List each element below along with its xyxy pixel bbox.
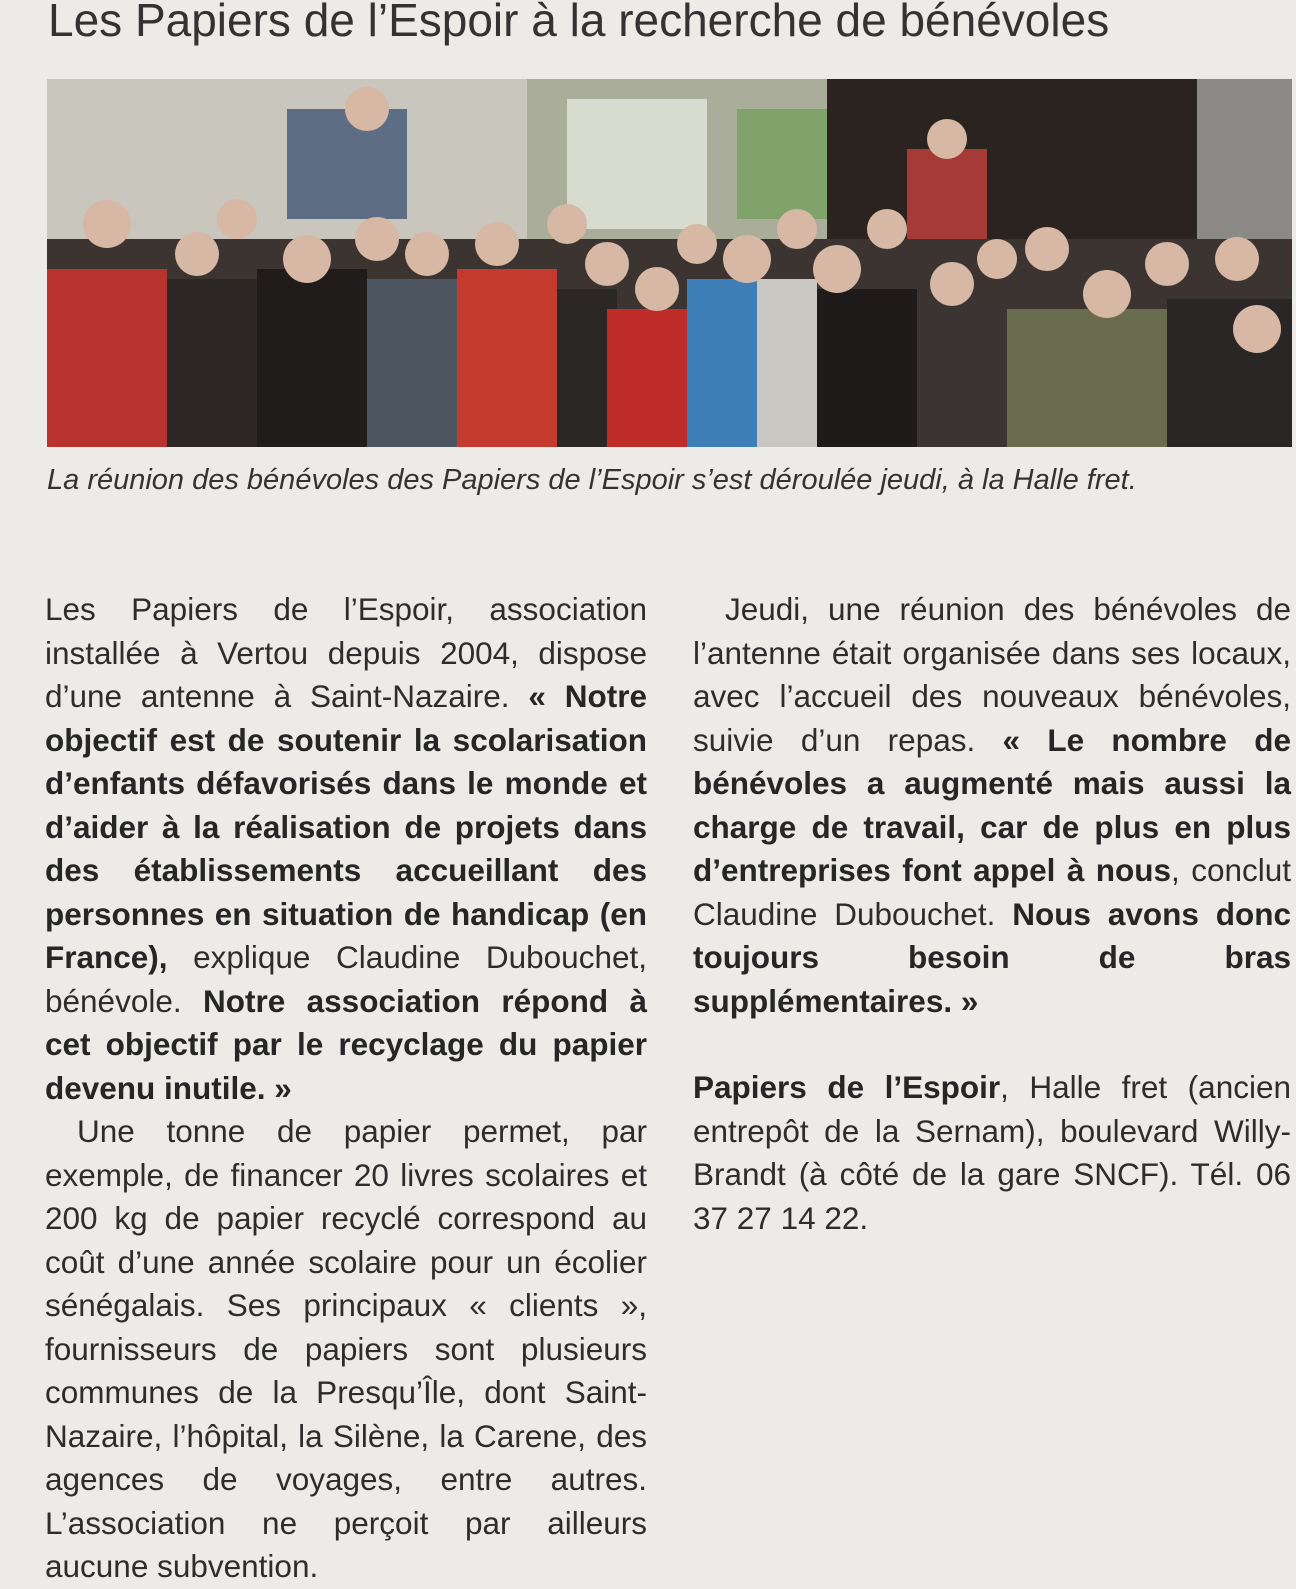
contact-info	[693, 1066, 1291, 1240]
group-photo-icon	[47, 79, 1292, 447]
article-paragraph-1	[45, 588, 647, 1110]
quote-volunteers: « Le nombre de bénévoles a augmenté mais aussi la charge de travail, car de plus en plus d’entreprises font appel à nous	[693, 721, 1291, 888]
quote-attribution-2: , conclut Claudine Dubouchet.	[693, 852, 1291, 932]
intro-text: Les Papiers de l’Espoir, association installée à Vertou depuis 2004, dispose d’une antenne à Saint-Nazaire.	[45, 591, 647, 714]
article-paragraph-3	[693, 588, 1291, 1023]
quote-objective: « Notre objectif est de soutenir la scolarisation d’enfants défavorisés dans le monde et d’aider à la réalisation de projets dans des établissements accueillant des personnes en situation de handicap (en France),	[45, 678, 648, 975]
article-column-right	[693, 588, 1291, 1240]
meeting-text: Jeudi, une réunion des bénévoles de l’antenne était organisée dans ses locaux, avec l’accueil des nouveaux bénévoles, suivie d’un repas.	[693, 591, 1291, 758]
article-column-left	[45, 588, 647, 1589]
article-paragraph-2	[45, 1110, 647, 1589]
contact-details: , Halle fret (ancien entrepôt de la Sernam), boulevard Willy-Brandt (à côté de la gare SNCF). Tél. 06 37 27 14 22.	[693, 1069, 1291, 1236]
photo-caption: La réunion des bénévoles des Papiers de l’Espoir s’est déroulée jeudi, à la Halle fret.	[47, 464, 1137, 496]
quote-recycling: Notre association répond à cet objectif par le recyclage du papier devenu inutile. »	[45, 982, 647, 1106]
group-photo	[47, 79, 1292, 447]
quote-needs: Nous avons donc toujours besoin de bras supplémentaires. »	[693, 895, 1291, 1019]
quote-attribution: explique Claudine Dubouchet, bénévole.	[45, 939, 647, 1019]
article-headline: Les Papiers de l’Espoir à la recherche de bénévoles	[48, 0, 1110, 46]
paragraph-2-text: Une tonne de papier permet, par exemple, de financer 20 livres scolaires et 200 kg de papier recyclé correspond au coût d’une année scolaire pour un écolier sénégalais. Ses principaux « clients », fournisseurs de papiers sont plusieurs communes de la Presqu’Île, dont Saint-Nazaire, l’hôpital, la Silène, la Carene, des agences de voyages, entre autres. L’association ne perçoit par ailleurs aucune subvention.	[45, 1113, 647, 1584]
contact-name: Papiers de l’Espoir	[693, 1069, 1001, 1105]
